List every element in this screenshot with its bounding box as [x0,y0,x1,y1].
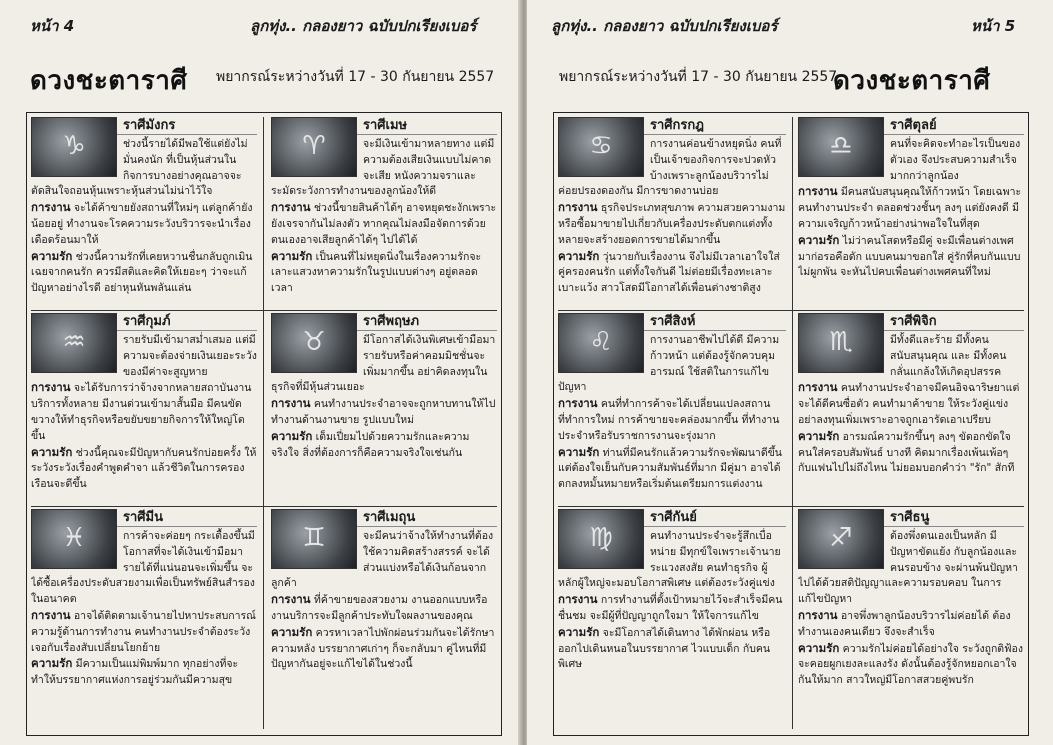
work-text: ช่วงนี้ขายสินค้าได้ๆ อาจหยุดชะงักเพราะยังเจรจากันไม่ลงตัว ทากคุณไม่ลงมือจัดการด้วยตนเองอาจเสียลูกค้าได้ๆ ไปได้ได้ [271,202,497,246]
work-label: การงาน [271,200,311,215]
work-label: การงาน [558,200,598,215]
work-label: การงาน [31,607,71,622]
love-label: ความรัก [271,624,313,639]
work-text: คนทำงานประจำอาจมีคนอิจฉาริษยาแต่จะได้ดีคนซื่อตัว คนทำมาค้าขาย ให้ระวังคู่แข่ง อย่าลงทุนเพิ่มเพราะอาจถูกเอารัดเอาเปรียบ [798,382,1020,426]
leo-illustration [558,313,644,373]
love-label: ความรัก [31,656,73,671]
row-divider [31,310,497,311]
sign-gemini [271,509,497,731]
sign-cancer [558,117,786,307]
virgo-illustration [558,509,644,569]
love-text: ช่วงนี้คุณจะมีปัญหากับคนรักบ่อยครั้ง ให้ระวังระวังเรื่องคำพูดคำจา แล้วชีวิตในการครองเรือนจะดีขึ้น [31,446,257,491]
sign-name: ราศีตุลย์ [798,117,1024,135]
sign-intro: คนทำงานประจำจะรู้สึกเบื่อหน่าย มีทุกข์ใจเพราะเจ้านายระแวงสงสัย คนทำธุรกิจ ผู้หลักผู้ใหญ่จะมอบโอกาสพิเศษ แต่ต้องระวังคู่แข่ง [558,530,781,590]
work-label: การงาน [798,184,838,199]
gemini-illustration [271,509,357,569]
work-label: การงาน [798,607,838,622]
sagittarius-illustration [798,509,884,569]
sign-name: ราศีกุมภ์ [31,313,257,331]
sign-name: ราศีสิงห์ [558,313,786,331]
gemini-icon: ♊ [302,523,326,554]
title-band [0,56,522,100]
love-text: ท่านที่มีคนรักแล้วความรักจะพัฒนาดีขึ้น แต่ต้องใจเย็นกับความสัมพันธ์ที่มาก มีคู่มา อาจได้ตกลงหมั้นหมายหรือเริ่มต้นเตรียมการแต่งงาน [558,446,782,491]
work-text: คนทำงานประจำอาจจะถูกหาบทานให้ไปทำงานด้านงานขาย รูปแบบใหม่ [271,398,496,426]
love-label: ความรัก [558,624,600,639]
cancer-icon: ♋ [589,131,613,162]
love-label: ความรัก [558,444,600,459]
section-title: ดวงชะตาราศี [833,66,991,96]
sign-aries [271,117,497,307]
love-text: ควรหาเวลาไปพักผ่อนร่วมกันจะได้รักษาความหลัง บรรยากาศเก่าๆ ก็จะกลับมา คู่ไหนที่มีปัญหากันอยู่จะแก้ไขได้ในช่วงนี้ [271,626,495,671]
work-text: ที่ค้าขายของสวยงาม งานออกแบบหรืองานบริการจะมีลูกค้าประทับใจผลงานของคุณ [271,594,488,622]
capricorn-icon: ♑ [62,131,86,162]
row-divider [558,310,1024,311]
pisces-illustration [31,509,117,569]
forecast-period: พยากรณ์ระหว่างวันที่ 17 - 30 กันยายน 2557 [559,69,838,85]
sign-intro: การค้าจะค่อยๆ กระเตื้องขึ้นมีโอกาสที่จะได้เงินเข้ามือมา รายได้ที่แน่นอนจะเพิ่มขึ้น จะได้ซื้อเครื่องประดับสวยงามเพื่อเป็นทรัพย์สินสำรองในอนาคต [31,530,255,606]
sign-name: ราศีมีน [31,509,257,527]
left-page [0,0,522,745]
work-label: การงาน [558,396,598,411]
libra-icon: ♎ [829,131,853,162]
sign-name: ราศีเมถุน [271,509,497,527]
sign-name: ราศีเมษ [271,117,497,135]
issue-title: ลูกทุ่ง.. กลองยาว ฉบับปกเรียงเบอร์ [551,17,778,35]
libra-illustration [798,117,884,177]
sign-aquarius [31,313,257,503]
sign-intro: การงานอาชีพไปได้ดี มีความก้าวหน้า แต่ต้องรู้จักควบคุมอารมณ์ ใช้สติในการแก้ไขปัญหา [558,334,780,394]
sign-leo [558,313,786,503]
love-text: เป็นคนที่ไม่หยุดนิ่งในเรื่องความรักจะเลาะแสวงหาความรักในรูปแบบต่างๆ อยู่ตลอดเวลา [271,250,482,295]
cancer-illustration [558,117,644,177]
work-text: มีคนสนับสนุนคุณให้ก้าวหน้า โดยเฉพาะคนทำงานประจำ ตลอดช่วงชั้นๆ ลงๆ แต่ยังคงดี มีความเจริญก้าวหน้าอย่างน่าพอใจในที่สุด [798,186,1022,230]
work-label: การงาน [798,380,838,395]
scorpio-icon: ♏ [829,327,853,358]
sign-name: ราศีกันย์ [558,509,786,527]
sign-intro: คนที่จะคิดจะทำอะไรเป็นของตัวเอง จึงประสบความสำเร็จ มากกว่าลูกน้อง [890,138,1021,182]
sign-pisces [31,509,257,731]
work-text: คนที่ทำการค้าจะได้เปลี่ยนแปลงสถานที่ทำการใหม่ การค้าขายจะคล่องมากขึ้น ที่ทำงานประจำหรือรับราชการงานจะรุ่งมาก [558,398,780,442]
love-text: ความรักไม่ค่อยได้อย่างใจ ระวังถูกติฟ้อง จะคอยผูกเยงละแลงรัง ดังนั้นต้องรู้จักหยอกเอาใจกันให้มาก สาวใหญ่มีโอกาสสวยคู่พบรัก [798,642,1023,687]
sign-name: ราศีมังกร [31,117,257,135]
sign-sagittarius [798,509,1024,731]
issue-title: ลูกทุ่ง.. กลองยาว ฉบับปกเรียงเบอร์ [250,17,477,35]
love-text: วุ่นวายกับเรื่องงาน จึงไม่มีเวลาเอาใจใส่คู่ครองคนรัก แต่ทั้งใจกันดี ไม่ต่อยมีเรื่องทะเลาะเบาะแว้ง สาวโสดมีโอกาสได้เพื่อนต่างชาติสูง [558,250,780,295]
sign-name: ราศีกรกฎ [558,117,786,135]
sign-scorpio [798,313,1024,503]
love-label: ความรัก [558,248,600,263]
horoscope-frame [26,112,502,736]
row-divider [31,506,497,507]
love-text: อารมณ์ความรักขึ้นๆ ลงๆ ขัดอกขัดใจคนใส่ครอบสัมพันธ์ บางที คิดมากเรื่องเพ้นเพ้อๆ กับแฟนไปไม่ถึงไหน ไม่ยอมบอกคำว่า "รัก" สักที [798,430,1015,475]
love-label: ความรัก [798,232,840,247]
taurus-icon: ♉ [302,327,326,358]
aquarius-illustration [31,313,117,373]
page-number: หน้า 5 [971,17,1016,35]
love-label: ความรัก [31,248,73,263]
sign-intro: ช่วงนี้รายได้มีพอใช้แต่ยังไม่มั่นคงนัก ที่เป็นหุ้นส่วนในกิจการบางอย่างคุณอาจจะตัดสินใจถอนหุ้นเพราะหุ้นส่วนไม่น่าไว้ใจ [31,138,248,198]
love-label: ความรัก [271,428,313,443]
capricorn-illustration [31,117,117,177]
sign-virgo [558,509,786,731]
sign-intro: มีทั้งดีและร้าย มีทั้งคนสนับสนุนคุณ และ มีทั้งคนกลั่นแกล้งให้เกิดอุปสรรค [890,334,1007,378]
row-divider [558,506,1024,507]
scorpio-illustration [798,313,884,373]
aries-illustration [271,117,357,177]
sign-intro: ต้องพึ่งตนเองเป็นหลัก มีปัญหาขัดแย้ง กับลูกน้องและคนรอบข้าง จะผ่านพ้นปัญหาไปได้ด้วยสติปัญญาและความรอบคอบ ในการแก้ไขปัญหา [798,530,1018,606]
sign-taurus [271,313,497,503]
right-page [526,0,1053,745]
leo-icon: ♌ [589,327,613,358]
sign-intro: รายรับมีเข้ามาสม่ำเสมอ แต่มีความจะต้องจ่ายเงินเยอะระวังของมีค่าจะสูญหาย [123,334,257,378]
virgo-icon: ♍ [589,523,613,554]
sign-name: ราศีพิจิก [798,313,1024,331]
work-label: การงาน [271,396,311,411]
sign-libra [798,117,1024,307]
page-number: หน้า 4 [30,17,75,35]
page-header [527,14,1053,40]
title-band [527,56,1053,100]
pisces-icon: ♓ [62,523,86,554]
work-label: การงาน [31,380,71,395]
work-text: จะได้รับการว่าจ้างจากหลายสถาบันงานบริการทั้งหลาย มีงานด่วนเข้ามาสั้นมือ มีคนขัดขวางให้ทำธุรกิจหรือขยับขยายกิจการให้ใหญ่โตขึ้น [31,382,252,442]
sign-name: ราศีพฤษภ [271,313,497,331]
sign-intro: การงานค่อนข้างหยุดนิ่ง คนที่เป็นเจ้าของกิจการจะปวดหัวบ้างเพราะลูกน้องบริวารไม่ค่อยปรองดองกัน มีการขาดงานบ่อย [558,138,782,198]
work-text: อาจพึ่งพาลูกน้องบริวารไม่ค่อยได้ ต้องทำงานเองคนเดียว จึงจะสำเร็จ [798,609,1011,638]
sign-intro: จะมีเงินเข้ามาหลายทาง แต่มีความต้องเสียเงินแบบไม่คาดจะเสีย หนังความจราและระมัดระวังการทำงานของลูกน้องให้ดี [271,138,495,198]
work-text: จะได้ค้าขายยังสถานที่ใหม่ๆ แต่ลูกค้ายังน้อยอยู่ ทำงานจะโรคความระวังบริวารจะนำเรื่องเดือดร้อนมาให้ [31,202,253,246]
column-divider [263,117,264,729]
love-label: ความรัก [798,640,840,655]
column-divider [792,117,793,729]
work-label: การงาน [271,592,311,607]
work-text: ธุรกิจประเภทสุขภาพ ความสวยความงาม หรือซื้อมาขายไปเกี่ยวกับเครื่องประดับตกแต่งทั้งหลายจะสร้างยอดการขายได้มากขึ้น [558,202,786,246]
sign-intro: มีโอกาสได้เงินพิเศษเข้ามือมา รายรับหรือค่าคอมมิชชั่นจะเพิ่มมากขึ้น อย่าคิดลงทุนในธุรกิจที่มีหุ้นส่วนเยอะ [271,334,496,394]
section-title: ดวงชะตาราศี [30,66,188,96]
work-text: อาจได้ติดตามเจ้านายไปหาประสบการณ์ความรู้ด้านการทำงาน คนทำงานประจำต้องระวังเจอกับเรื่องสับเปลี่ยนโยกย้าย [31,609,256,654]
page-header [0,14,522,40]
love-text: จะมีโอกาสได้เดินทาง ได้พักผ่อน หรือออกไปเดินหนอในบรรยากาศ ไวแบบเด็ก กับคนพิเศษ [558,626,771,671]
love-text: มีความเป็นแม่พิมพ์มาก ทุกอย่างที่จะทำให้บรรยากาศแห่งการอยู่ร่วมกันมีความสุข [31,658,239,687]
sign-capricorn [31,117,257,307]
sagittarius-icon: ♐ [829,523,853,554]
work-text: การทำงานที่ตั้งเป้าหมายไว้จะสำเร็จมีคนชื่นชม จะมีผู้ที่ปัญญาถูกใจมา ให้ใจการแก้ไข [558,594,783,622]
love-text: เต็มเปี่ยมไปด้วยความรักและความจริงใจ สิ่งที่ต้องการก็คือความจริงใจเช่นกัน [271,430,470,459]
horoscope-frame [553,112,1029,736]
love-label: ความรัก [31,444,73,459]
love-text: ช่วงนี้ความรักที่เคยหวานชื่นกลับถูกเมินเฉยจากคนรัก ควรมีสติและคิดให้เยอะๆ ว่าจะแก้ปัญหาอย่างไรดี อย่าหุนหันพลันแล่น [31,250,253,295]
work-label: การงาน [558,592,598,607]
taurus-illustration [271,313,357,373]
aquarius-icon: ♒ [62,327,86,358]
forecast-period: พยากรณ์ระหว่างวันที่ 17 - 30 กันยายน 2557 [216,69,495,85]
sign-intro: จะมีคนว่าจ้างให้ทำงานที่ต้องใช้ความคิดสร้างสรรค์ จะได้ส่วนแบ่งหรือได้เงินก้อนจากลูกค้า [271,530,494,590]
love-label: ความรัก [798,428,840,443]
work-label: การงาน [31,200,71,215]
love-label: ความรัก [271,248,313,263]
sign-name: ราศีธนู [798,509,1024,527]
aries-icon: ♈ [302,131,326,162]
love-text: ไม่ว่าคนโสดหรือมีคู่ จะมีเพื่อนต่างเพศมาก่อรอคือดัก แบบคนมาขอกใส่ คู่รักที่คบกันแบบไม่ผูกพัน จะหันไปคบเพื่อนต่างเพศคนที่ใหม่ [798,234,1021,279]
